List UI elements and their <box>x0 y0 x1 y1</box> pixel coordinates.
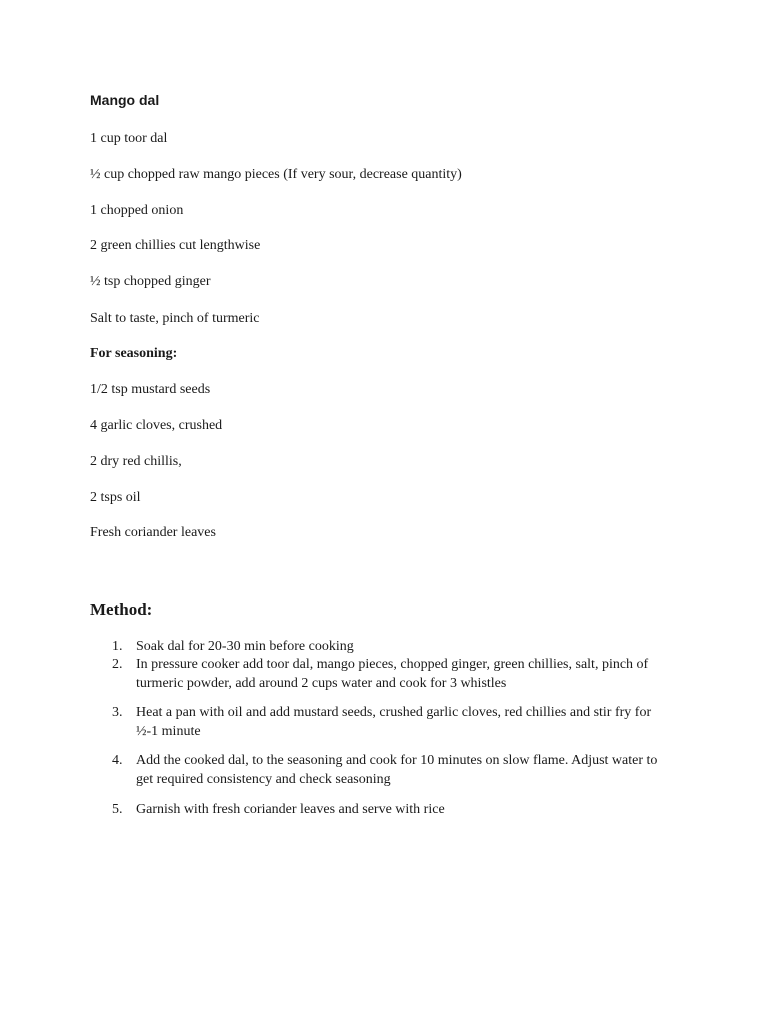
step-text: Soak dal for 20-30 min before cooking <box>136 639 354 654</box>
step-number: 1. <box>112 639 123 654</box>
step-text: In pressure cooker add toor dal, mango pieces, chopped ginger, green chillies, salt, pinch of turmeric powder, add around 2 cups water and cook for 3 whistles <box>136 657 649 691</box>
ingredient-line: 2 green chillies cut lengthwise <box>90 238 261 253</box>
seasoning-line: 2 tsps oil <box>90 490 141 505</box>
seasoning-heading: For seasoning: <box>90 346 178 361</box>
step-text: Heat a pan with oil and add mustard seeds, crushed garlic cloves, red chillies and stir fry for ½-1 minute <box>136 705 652 739</box>
step-number: 4. <box>112 753 123 768</box>
step-text: Add the cooked dal, to the seasoning and cook for 10 minutes on slow flame. Adjust water to get required consistency and check seasoning <box>136 753 658 787</box>
ingredient-line: ½ cup chopped raw mango pieces (If very sour, decrease quantity) <box>90 167 462 182</box>
step-number: 2. <box>112 657 123 672</box>
seasoning-line: 1/2 tsp mustard seeds <box>90 382 211 397</box>
method-step <box>90 704 690 742</box>
seasoning-line: 2 dry red chillis, <box>90 454 182 469</box>
step-number: 3. <box>112 705 123 720</box>
seasoning-line: Fresh coriander leaves <box>90 525 216 540</box>
method-step <box>90 656 690 694</box>
method-step <box>90 801 690 820</box>
ingredient-line: 1 cup toor dal <box>90 131 168 146</box>
seasoning-line: 4 garlic cloves, crushed <box>90 418 223 433</box>
method-step <box>90 752 690 790</box>
method-heading: Method: <box>90 600 153 619</box>
ingredient-line: 1 chopped onion <box>90 203 184 218</box>
step-number: 5. <box>112 802 123 817</box>
method-step <box>90 638 690 657</box>
recipe-title: Mango dal <box>90 92 160 108</box>
ingredient-line: ½ tsp chopped ginger <box>90 274 211 289</box>
step-text: Garnish with fresh coriander leaves and serve with rice <box>136 802 445 817</box>
ingredient-line: Salt to taste, pinch of turmeric <box>90 311 260 326</box>
